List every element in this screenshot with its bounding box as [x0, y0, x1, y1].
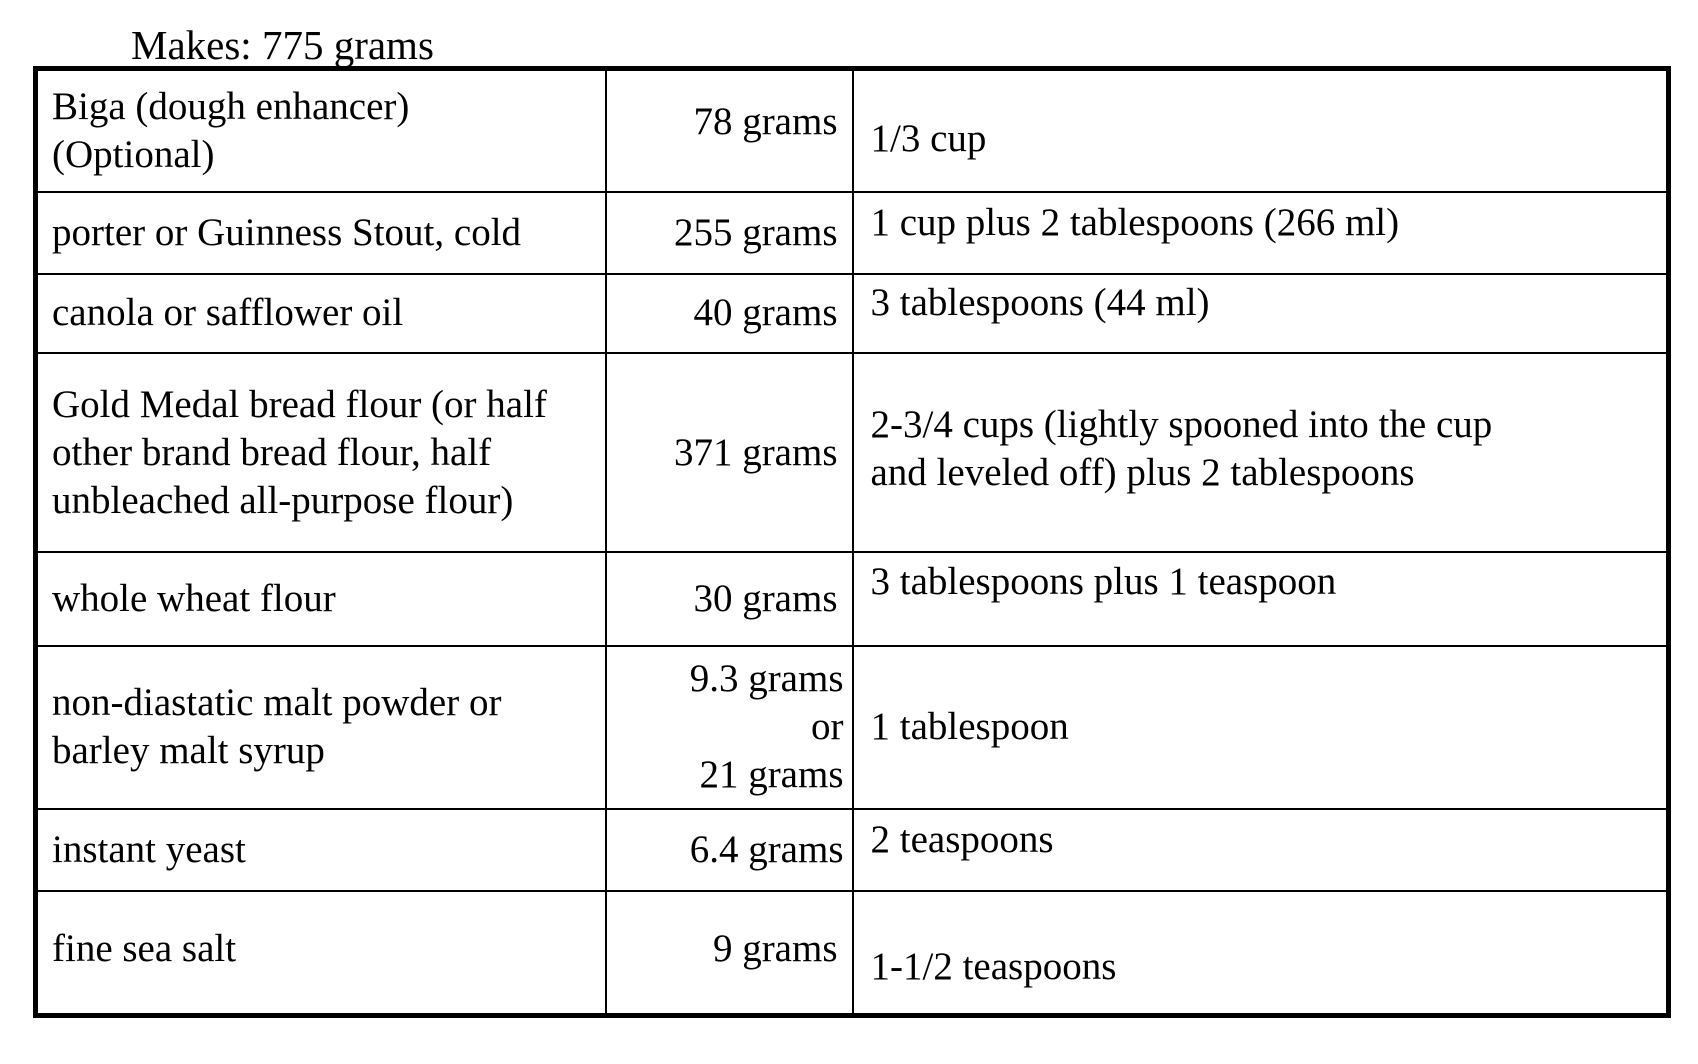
- ingredient-weight: 30 grams: [606, 552, 853, 646]
- ingredient-name: porter or Guinness Stout, cold: [36, 192, 606, 274]
- ingredient-volume: 3 tablespoons (44 ml): [853, 274, 1669, 354]
- table-row: [36, 353, 1669, 552]
- ingredient-volume: 3 tablespoons plus 1 teaspoon: [853, 552, 1669, 646]
- table-row: [36, 552, 1669, 646]
- ingredient-name: non-diastatic malt powder or barley malt syrup: [36, 646, 606, 810]
- ingredient-name: instant yeast: [36, 809, 606, 891]
- ingredient-weight: 6.4 grams: [606, 809, 853, 891]
- ingredient-name: Gold Medal bread flour (or half other brand bread flour, half unbleached all-purpose flour): [36, 353, 606, 552]
- ingredient-name: canola or safflower oil: [36, 274, 606, 354]
- table-row: [36, 192, 1669, 274]
- ingredient-table: [33, 66, 1671, 1018]
- ingredient-volume: 1-1/2 teaspoons: [853, 891, 1669, 1015]
- ingredient-volume: 2 teaspoons: [853, 809, 1669, 891]
- ingredient-weight: 371 grams: [606, 353, 853, 552]
- ingredient-volume: 1 tablespoon: [853, 646, 1669, 810]
- ingredient-name: whole wheat flour: [36, 552, 606, 646]
- table-row: [36, 809, 1669, 891]
- table-row: [36, 646, 1669, 810]
- table-row: [36, 274, 1669, 354]
- recipe-yield: Makes: 775 grams: [131, 22, 434, 68]
- ingredient-weight: 78 grams: [606, 69, 853, 192]
- ingredient-volume: 1/3 cup: [853, 69, 1669, 192]
- ingredient-weight: 255 grams: [606, 192, 853, 274]
- ingredient-weight: 9.3 grams or 21 grams: [606, 646, 853, 810]
- ingredient-name: Biga (dough enhancer) (Optional): [36, 69, 606, 192]
- ingredient-weight: 40 grams: [606, 274, 853, 354]
- ingredient-name: fine sea salt: [36, 891, 606, 1015]
- ingredient-volume: 1 cup plus 2 tablespoons (266 ml): [853, 192, 1669, 274]
- table-row: [36, 891, 1669, 1015]
- ingredient-weight: 9 grams: [606, 891, 853, 1015]
- ingredient-volume: 2-3/4 cups (lightly spooned into the cup and leveled off) plus 2 tablespoons: [853, 353, 1669, 552]
- table-row: [36, 69, 1669, 192]
